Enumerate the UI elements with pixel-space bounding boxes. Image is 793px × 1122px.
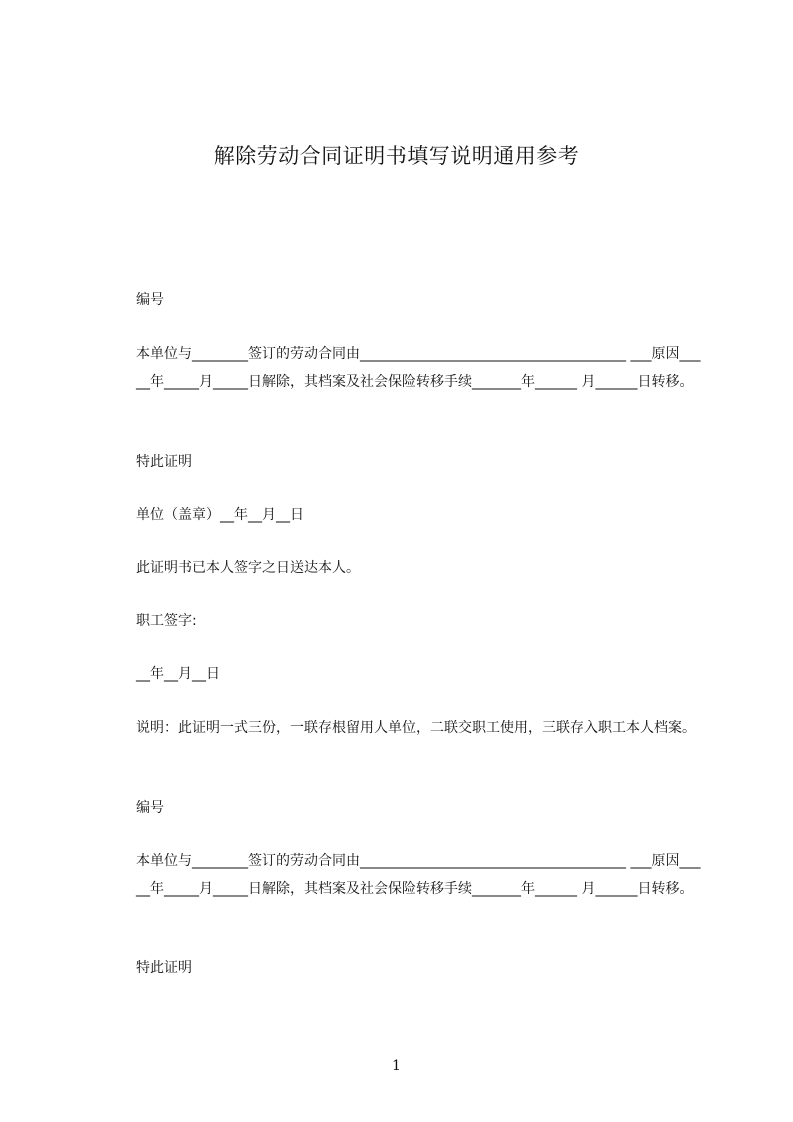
page-number: 1 (392, 1058, 401, 1074)
document-title: 解除劳动合同证明书填写说明通用参考 (213, 144, 580, 168)
instructions-note: 说明：此证明一式三份，一联存根留用人单位，二联交职工使用，三联存入职工本人档案。 (136, 720, 696, 736)
certification-line-1: 特此证明 (136, 454, 192, 470)
unit-seal-date-line: 单位（盖章）__年__月__日 (136, 507, 304, 523)
certification-line-2: 特此证明 (136, 960, 192, 976)
serial-number-label: 编号 (136, 292, 164, 308)
delivery-statement: 此证明书已本人签字之日送达本人。 (136, 560, 360, 576)
signature-date-line: __年__月__日 (136, 666, 220, 682)
serial-number-label-2: 编号 (136, 800, 164, 816)
termination-statement-1: 本单位与________签订的劳动合同由______________________________________ ___原因_____年_____月_____日解除，其档案及社会保险转移手续_______年______ 月______日转移。 (136, 346, 701, 390)
employee-signature-label: 职工签字: (136, 613, 197, 629)
termination-statement-2: 本单位与________签订的劳动合同由______________________________________ ___原因_____年_____月_____日解除，其档案及社会保险转移手续_______年______ 月______日转移。 (136, 853, 701, 897)
